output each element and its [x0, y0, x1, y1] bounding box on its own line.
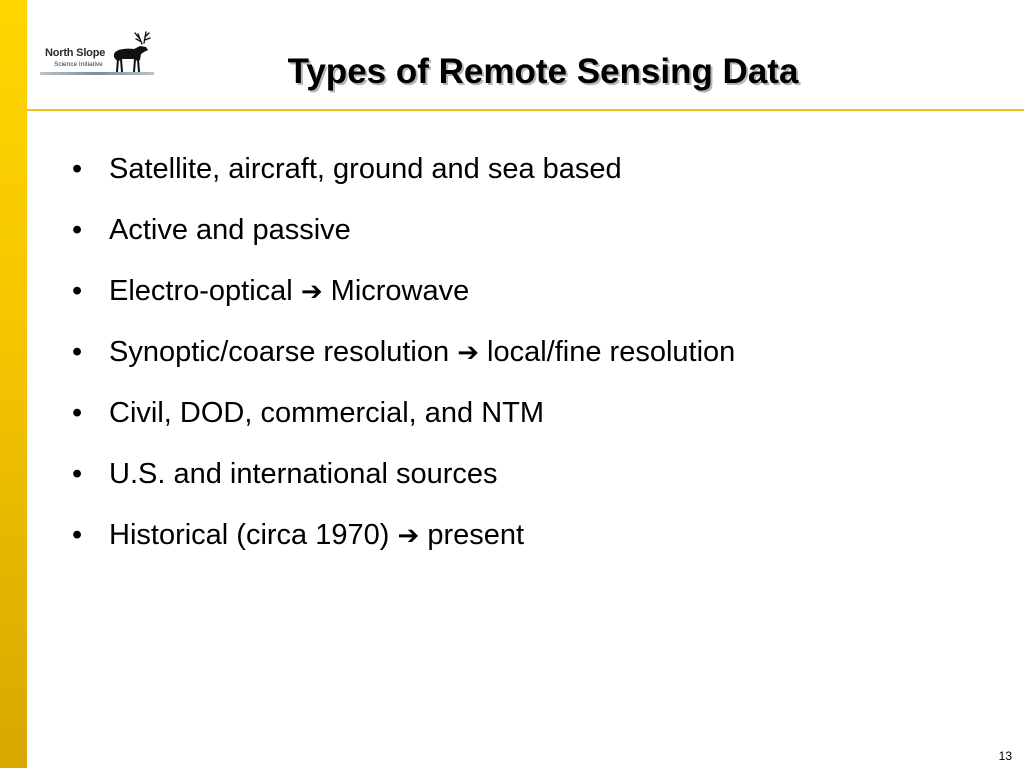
right-arrow-icon: ➔	[457, 337, 479, 367]
bullet-dot: •	[72, 458, 83, 490]
bullet-item	[70, 213, 735, 247]
logo-title: North Slope	[45, 47, 106, 59]
bullet-text: Civil, DOD, commercial, and NTM	[109, 397, 545, 429]
header-divider	[27, 109, 1024, 111]
bullet-item	[70, 274, 735, 308]
bullet-item	[70, 518, 735, 552]
right-arrow-icon: ➔	[397, 520, 420, 550]
bullet-dot: •	[72, 214, 83, 246]
logo-subtitle: Science Initiative	[54, 61, 103, 68]
bullet-text: Electro-optical	[109, 275, 301, 307]
bullet-text: Active and passive	[109, 214, 351, 246]
bullet-dot: •	[72, 153, 83, 185]
page-number: 13	[998, 749, 1012, 763]
bullet-text: Historical (circa 1970)	[109, 519, 398, 551]
slide-title: Types of Remote Sensing Data	[287, 52, 799, 91]
bullet-item	[70, 335, 735, 369]
bullet-text-after: present	[419, 519, 525, 551]
bullet-item	[70, 152, 735, 186]
bullet-text-after: local/fine resolution	[478, 336, 736, 368]
bullet-dot: •	[72, 519, 83, 551]
bullet-dot: •	[72, 397, 83, 429]
bullet-item	[70, 457, 735, 491]
bullet-text-after: Microwave	[322, 275, 470, 307]
bullet-text: U.S. and international sources	[109, 458, 498, 490]
bullet-item	[70, 396, 735, 430]
bullet-text: Satellite, aircraft, ground and sea based	[109, 153, 622, 185]
bullet-dot: •	[72, 336, 83, 368]
accent-side-bar	[0, 0, 27, 768]
right-arrow-icon: ➔	[300, 276, 323, 306]
bullet-list	[70, 152, 735, 579]
bullet-dot: •	[72, 275, 83, 307]
bullet-text: Synoptic/coarse resolution	[109, 336, 458, 368]
